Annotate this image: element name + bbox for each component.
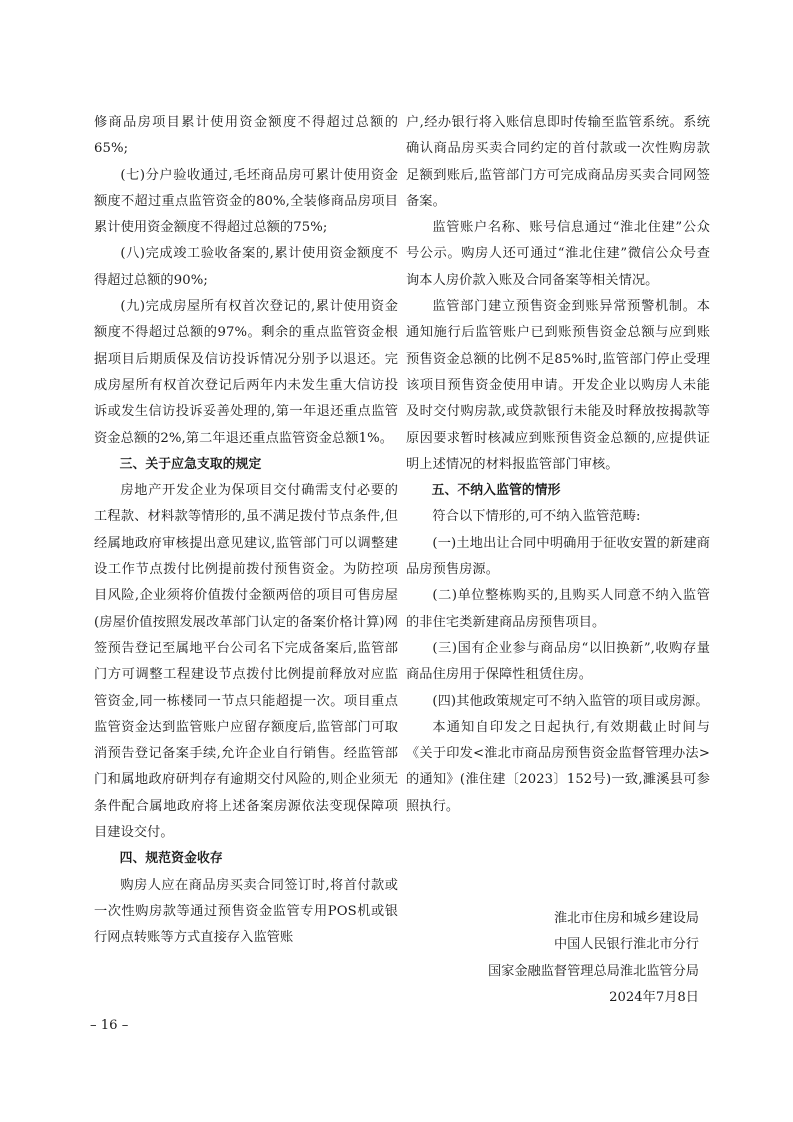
issuing-org: 中国人民银行淮北市分行 — [553, 937, 699, 953]
issue-date: 2024年7月8日 — [609, 989, 699, 1005]
paragraph: 户,经办银行将入账信息即时传输至监管系统。系统确认商品房买卖合同约定的首付款或一次性购房款足额到账后,监管部门方可完成商品房买卖合同网签备案。 — [406, 115, 710, 209]
section-heading: 四、规范资金收存 — [119, 851, 223, 867]
right-column — [406, 110, 710, 820]
paragraph: 房地产开发企业为保项目交付确需支付必要的工程款、材料款等情形的,虽不满足拨付节点条件,但经属地政府审核提出意见建议,监管部门可以调整建设工作节点拨付比例提前拨付预售资金。为防控项目风险,企业须将价值拨付金额两倍的项目可售房屋(房屋价值按照发展改革部门认定的备案价格计算)网签预告登记至属地平台公司名下完成备案后,监管部门方可调整工程建设节点拨付比例提前释放对应监管资金,同一栋楼同一节点只能超提一次。项目重点监管资金达到监管账户应留存额度后,监管部门可取消预告登记备案手续,允许企业自行销售。经监管部门和属地政府研判存有逾期交付风险的,则企业须无条件配合属地政府将上述备案房源依法变现保障项目建设交付。 — [94, 483, 398, 841]
paragraph: 购房人应在商品房买卖合同签订时,将首付款或一次性购房款等通过预售资金监管专用POS机或银行网点转账等方式直接存入监管账 — [94, 877, 398, 946]
left-column — [94, 110, 398, 952]
paragraph: (二)单位整栋购买的,且购买人同意不纳入监管的非住宅类新建商品房预售项目。 — [406, 588, 710, 630]
paragraph: (九)完成房屋所有权首次登记的,累计使用资金额度不得超过总额的97%。剩余的重点监管资金根据项目后期质保及信访投诉情况分别予以退还。完成房屋所有权首次登记后两年内未发生重大信访投诉或发生信访投诉妥善处理的,第一年退还重点监管资金总额的2%,第二年退还重点监管资金总额1%。 — [94, 299, 398, 446]
issuing-org: 淮北市住房和城乡建设局 — [553, 911, 699, 926]
page-number: – 16 – — [90, 1018, 129, 1033]
paragraph: 监管部门建立预售资金到账异常预警机制。本通知施行后监管账户已到账预售资金总额与应到账预售资金总额的比例不足85%时,监管部门停止受理该项目预售资金使用申请。开发企业以购房人未能及时交付购房款,或贷款银行未能及时释放按揭款等原因要求暂时核减应到账预售资金总额的,应提供证明上述情况的材料报监管部门审核。 — [406, 299, 710, 472]
section-heading: 三、关于应急支取的规定 — [119, 456, 262, 472]
paragraph: 本通知自印发之日起执行,有效期截止时间与《关于印发<淮北市商品房预售资金监督管理办法>的通知》(淮住建〔2023〕152号)一致,濉溪县可参照执行。 — [406, 719, 710, 814]
paragraph: 符合以下情形的,可不纳入监管范畴: — [432, 509, 641, 525]
paragraph: (八)完成竣工验收备案的,累计使用资金额度不得超过总额的90%; — [94, 246, 398, 288]
paragraph: 修商品房项目累计使用资金额度不得超过总额的65%; — [94, 115, 398, 157]
paragraph: (四)其他政策规定可不纳入监管的项目或房源。 — [432, 693, 709, 709]
issuing-org: 国家金融监督管理总局淮北监管分局 — [488, 963, 699, 979]
paragraph: (三)国有企业参与商品房“以旧换新”,收购存量商品住房用于保障性租赁住房。 — [406, 640, 710, 683]
paragraph: (七)分户验收通过,毛坯商品房可累计使用资金额度不超过重点监管资金的80%,全装修商品房项目累计使用资金额度不得超过总额的75%; — [94, 167, 398, 236]
section-heading: 五、不纳入监管的情形 — [431, 483, 561, 499]
paragraph: 监管账户名称、账号信息通过“淮北住建”公众号公示。购房人还可通过“淮北住建”微信公众号查询本人房价款入账及合同备案等相关情况。 — [406, 220, 710, 288]
paragraph: (一)土地出让合同中明确用于征收安置的新建商品房预售房源。 — [406, 535, 710, 578]
signature-block — [379, 906, 699, 1011]
